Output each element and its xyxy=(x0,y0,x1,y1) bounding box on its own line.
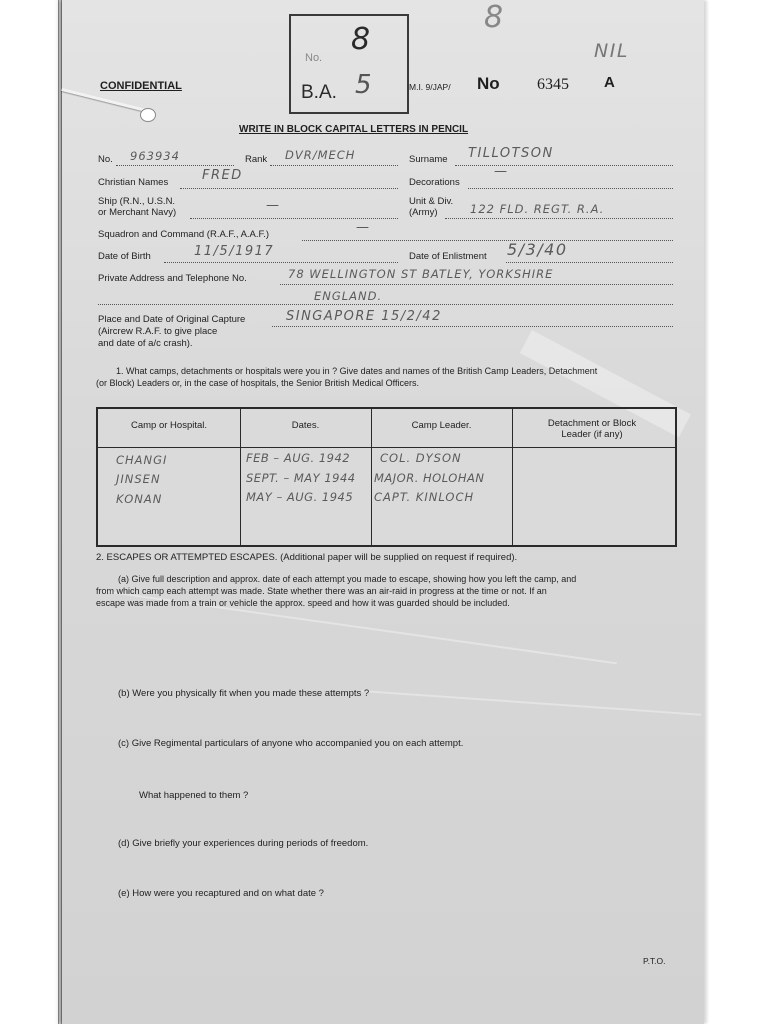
decorations-label: Decorations xyxy=(409,177,460,188)
cell-camp: CHANGI xyxy=(116,453,168,467)
col-header-detachment xyxy=(512,418,672,440)
q2a-text-line1: (a) Give full description and approx. date of each attempt you made to escape, showing how you left the camp, and xyxy=(118,574,577,584)
unit-value: 122 FLD. REGT. R.A. xyxy=(470,202,605,216)
stamp-printed-text: B.A. xyxy=(301,82,337,103)
cell-dates: MAY – AUG. 1945 xyxy=(246,490,354,504)
stamp-faint-no: No. xyxy=(305,52,323,64)
cell-dates: SEPT. – MAY 1944 xyxy=(246,471,356,485)
cell-camp: KONAN xyxy=(116,492,163,506)
ship-label-line2: or Merchant Navy) xyxy=(98,207,177,218)
col-header-dates: Dates. xyxy=(291,420,320,431)
surname-value: TILLOTSON xyxy=(468,146,554,161)
dob-value: 11/5/1917 xyxy=(194,244,275,259)
stamp-hand-number: 8 xyxy=(351,22,371,57)
q2c-followup-text: What happened to them ? xyxy=(139,790,249,801)
service-number-label: No. xyxy=(98,154,113,165)
ship-value: — xyxy=(266,198,281,213)
enlistment-label: Date of Enlistment xyxy=(409,251,487,262)
pto-note: P.T.O. xyxy=(643,956,666,966)
dotted-line xyxy=(468,188,673,189)
capture-value: SINGAPORE 15/2/42 xyxy=(286,309,442,324)
cell-leader: MAJOR. HOLOHAN xyxy=(374,471,485,485)
number-label: No xyxy=(477,74,500,93)
form-number: 6345 xyxy=(537,76,569,93)
capture-label-line3: and date of a/c crash). xyxy=(98,338,193,349)
dotted-line xyxy=(270,165,398,166)
table-header-divider xyxy=(98,447,675,448)
address-value-line2: ENGLAND. xyxy=(314,289,383,303)
christian-names-label: Christian Names xyxy=(98,177,169,188)
col-header-detachment-line1: Detachment or Block xyxy=(547,418,637,429)
dotted-line xyxy=(280,284,673,285)
capture-label-line1: Place and Date of Original Capture xyxy=(98,314,246,325)
squadron-label: Squadron and Command (R.A.F., A.A.F.) xyxy=(98,229,270,240)
cell-leader: COL. DYSON xyxy=(380,451,462,465)
dotted-line xyxy=(98,304,673,305)
capture-label-line2: (Aircrew R.A.F. to give place xyxy=(98,326,218,337)
dotted-line xyxy=(272,326,673,327)
col-header-detachment-line2: Leader (if any) xyxy=(561,429,623,440)
instruction-heading: WRITE IN BLOCK CAPITAL LETTERS IN PENCIL xyxy=(239,124,469,135)
q1-text-line2: (or Block) Leaders or, in the case of hospitals, the Senior British Medical Officers. xyxy=(96,378,419,388)
q2a-text-line3: escape was made from a train or vehicle the approx. speed and how it was guarded should be included. xyxy=(96,598,510,608)
col-header-leader: Camp Leader. xyxy=(411,420,472,431)
dotted-line xyxy=(506,262,673,263)
dotted-line xyxy=(190,218,398,219)
dotted-line xyxy=(164,262,398,263)
ship-label-line1: Ship (R.N., U.S.N. xyxy=(98,196,176,207)
q2b-text: (b) Were you physically fit when you made these attempts ? xyxy=(118,688,370,699)
christian-names-value: FRED xyxy=(202,168,243,183)
decorations-value: — xyxy=(494,164,509,179)
cell-dates: FEB – AUG. 1942 xyxy=(246,451,351,465)
address-label: Private Address and Telephone No. xyxy=(98,273,247,284)
q2e-text: (e) How were you recaptured and on what date ? xyxy=(118,888,324,899)
punch-hole xyxy=(140,108,156,122)
q2-title: 2. ESCAPES OR ATTEMPTED ESCAPES. (Additional paper will be supplied on request if required). xyxy=(96,552,518,563)
form-suffix: A xyxy=(604,74,615,91)
q1-text-line1: 1. What camps, detachments or hospitals were you in ? Give dates and names of the British Camp Leaders, Detachment xyxy=(116,366,598,376)
service-number-value: 963934 xyxy=(130,149,180,163)
dob-label: Date of Birth xyxy=(98,251,151,262)
col-header-camp: Camp or Hospital. xyxy=(130,420,208,431)
mi9-reference: M.I. 9/JAP/ xyxy=(409,82,451,92)
rank-label: Rank xyxy=(245,154,268,165)
unit-label-line1: Unit & Div. xyxy=(409,196,454,207)
dotted-line xyxy=(180,188,398,189)
rank-value: DVR/MECH xyxy=(285,148,356,162)
dotted-line xyxy=(116,165,234,166)
dotted-line xyxy=(455,165,673,166)
squadron-value: — xyxy=(356,220,371,235)
q2c-text: (c) Give Regimental particulars of anyone who accompanied you on each attempt. xyxy=(118,738,464,749)
enlistment-value: 5/3/40 xyxy=(507,240,568,259)
handwritten-page-number: 8 xyxy=(484,0,504,35)
paper-crease xyxy=(362,690,701,716)
handwritten-nil: NIL xyxy=(594,40,629,62)
unit-label-line2: (Army) xyxy=(409,207,438,218)
q2d-text: (d) Give briefly your experiences during periods of freedom. xyxy=(118,838,369,849)
camps-table xyxy=(96,407,677,547)
address-value-line1: 78 WELLINGTON ST BATLEY, YORKSHIRE xyxy=(288,267,554,281)
dotted-line xyxy=(302,240,673,241)
cell-leader: CAPT. KINLOCH xyxy=(374,490,475,504)
ba-stamp xyxy=(289,14,409,114)
q2a-text-line2: from which camp each attempt was made. State whether there was an air-raid in progress at the time or not. If an xyxy=(96,586,547,596)
dotted-line xyxy=(445,218,673,219)
confidential-label: CONFIDENTIAL xyxy=(100,80,182,92)
cell-camp: JINSEN xyxy=(116,472,161,486)
surname-label: Surname xyxy=(409,154,448,165)
stamp-hand-digit: 5 xyxy=(355,70,372,100)
